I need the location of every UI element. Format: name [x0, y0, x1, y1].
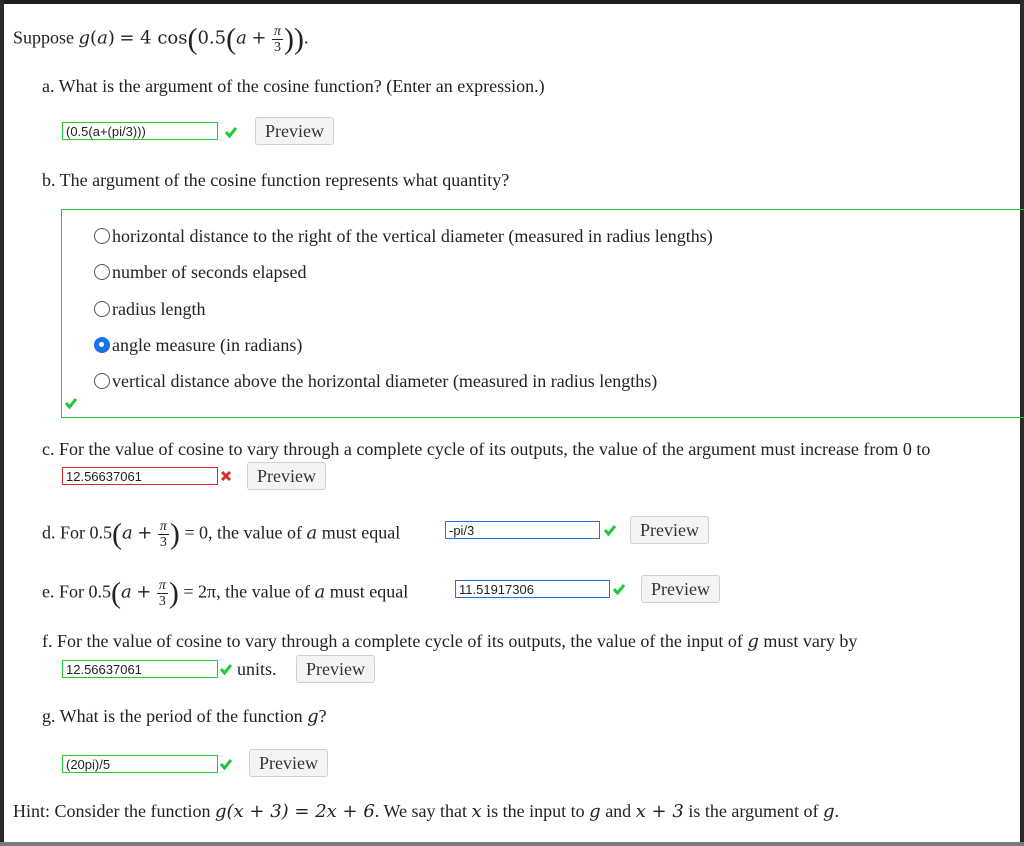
part-d-frac-num: π [159, 519, 167, 534]
part-d-fraction [158, 519, 169, 550]
radio-button[interactable] [94, 228, 110, 244]
part-c-preview-button[interactable]: Preview [247, 462, 326, 490]
part-g-question [42, 705, 327, 728]
problem-eq: = 4 cos [119, 27, 188, 49]
part-g-end: ? [318, 706, 327, 726]
part-a-preview-button[interactable]: Preview [255, 117, 334, 145]
radio-button[interactable] [94, 264, 110, 280]
part-d-rhs: = 0, the value of [184, 522, 302, 543]
part-d-tail: must equal [321, 522, 401, 543]
part-e-preview-button[interactable]: Preview [641, 575, 720, 603]
problem-statement: Suppose g(a) = 4 cos(0.5(a + $\frac{\pi}{3}$ )). [13, 22, 309, 56]
part-d-plus: + [137, 522, 153, 544]
part-f-preview-button[interactable]: Preview [296, 655, 375, 683]
part-b-option-1[interactable] [94, 225, 713, 247]
check-icon [603, 523, 617, 537]
part-b-option-4[interactable] [94, 334, 302, 356]
part-f-answer-input[interactable] [62, 660, 218, 678]
part-b-options-box [61, 209, 1024, 418]
window-left-border [0, 0, 4, 846]
problem-frac-den: 3 [273, 40, 281, 55]
hint-text [13, 800, 839, 823]
part-e-question: e. For 0.5(a + $\frac{\pi}{3}$ ) = 2π, the value of a must equal [42, 576, 409, 610]
check-icon [219, 757, 233, 771]
part-c-answer-input[interactable] [62, 467, 218, 485]
part-d-answer-input[interactable] [445, 521, 600, 539]
part-c-question: c. For the value of cosine to vary through a complete cycle of its outputs, the value of the argument must increase from 0 to [42, 439, 931, 459]
hint-g-1: g [589, 801, 601, 822]
problem-end: . [303, 27, 309, 48]
part-e-answer-input[interactable] [455, 580, 610, 598]
part-f-tail: must vary by [763, 631, 858, 651]
option-label: angle measure (in radians) [112, 335, 303, 355]
part-g-answer-input[interactable] [62, 755, 218, 773]
window-bottom-border [0, 842, 1024, 846]
part-d-preview-button[interactable]: Preview [630, 516, 709, 544]
problem-plus: + [251, 27, 267, 49]
option-label: number of seconds elapsed [112, 262, 307, 282]
part-f-units: units. [237, 659, 277, 679]
part-e-var-2: a [314, 581, 326, 603]
option-label: radius length [112, 299, 206, 319]
option-label: vertical distance above the horizontal diameter (measured in radius lengths) [112, 371, 658, 391]
part-g-question-text: g. What is the period of the function [42, 706, 303, 726]
part-e-plus: + [136, 581, 152, 603]
window-top-border [0, 0, 1024, 4]
check-icon [64, 396, 78, 410]
part-a-answer-input[interactable] [62, 122, 218, 140]
check-icon [612, 582, 626, 596]
part-e-rhs: = 2π, the value of [183, 581, 311, 602]
check-icon [224, 125, 238, 139]
part-g-g: g [307, 706, 319, 727]
part-e-prefix: e. For 0.5 [42, 581, 111, 602]
problem-frac-num: π [273, 24, 281, 39]
hint-expression: x + 3 [635, 801, 684, 822]
part-f-g: g [747, 631, 759, 652]
part-b-question: b. The argument of the cosine function represents what quantity? [42, 170, 510, 190]
hint-part-3: is the input to [486, 801, 585, 821]
incorrect-x-icon [219, 469, 233, 483]
part-b-option-5[interactable] [94, 370, 657, 392]
problem-intro: Suppose [13, 27, 75, 48]
part-b-option-3[interactable] [94, 298, 205, 320]
problem-var-inner: a [236, 27, 247, 49]
hint-equation: g(x + 3) = 2x + 6 [214, 801, 375, 822]
hint-end: . [834, 801, 839, 821]
radio-button-selected[interactable] [94, 337, 110, 353]
part-d-frac-den: 3 [159, 535, 167, 550]
option-label: horizontal distance to the right of the vertical diameter (measured in radius lengths) [112, 226, 713, 246]
part-f-question [42, 630, 857, 653]
part-b-option-2[interactable] [94, 261, 306, 283]
hint-x: x [471, 801, 482, 822]
part-d-question: d. For 0.5(a + $\frac{\pi}{3}$ ) = 0, the value of a must equal [42, 517, 401, 551]
part-f-question-text: f. For the value of cosine to vary through a complete cycle of its outputs, the value of the input of [42, 631, 743, 651]
radio-button[interactable] [94, 301, 110, 317]
part-d-var: a [122, 522, 133, 544]
problem-func: g [78, 27, 91, 49]
problem-coef: 0.5 [197, 27, 227, 49]
part-e-frac-den: 3 [158, 594, 166, 609]
hint-part-4: and [605, 801, 632, 821]
problem-var: a [97, 27, 108, 49]
part-a-question: a. What is the argument of the cosine function? (Enter an expression.) [42, 76, 545, 96]
part-d-var-2: a [306, 522, 318, 544]
problem-fraction [272, 24, 283, 55]
hint-part-5: is the argument of [688, 801, 819, 821]
part-g-preview-button[interactable]: Preview [249, 749, 328, 777]
part-e-frac-num: π [158, 578, 166, 593]
part-e-var: a [121, 581, 132, 603]
check-icon [219, 662, 233, 676]
hint-part-2: . We say that [374, 801, 467, 821]
part-e-tail: must equal [329, 581, 409, 602]
part-d-prefix: d. For 0.5 [42, 522, 113, 543]
radio-button[interactable] [94, 373, 110, 389]
hint-part-1: Hint: Consider the function [13, 801, 211, 821]
window-right-border [1020, 0, 1024, 846]
part-e-fraction [157, 578, 168, 609]
hint-g-2: g [822, 801, 835, 822]
